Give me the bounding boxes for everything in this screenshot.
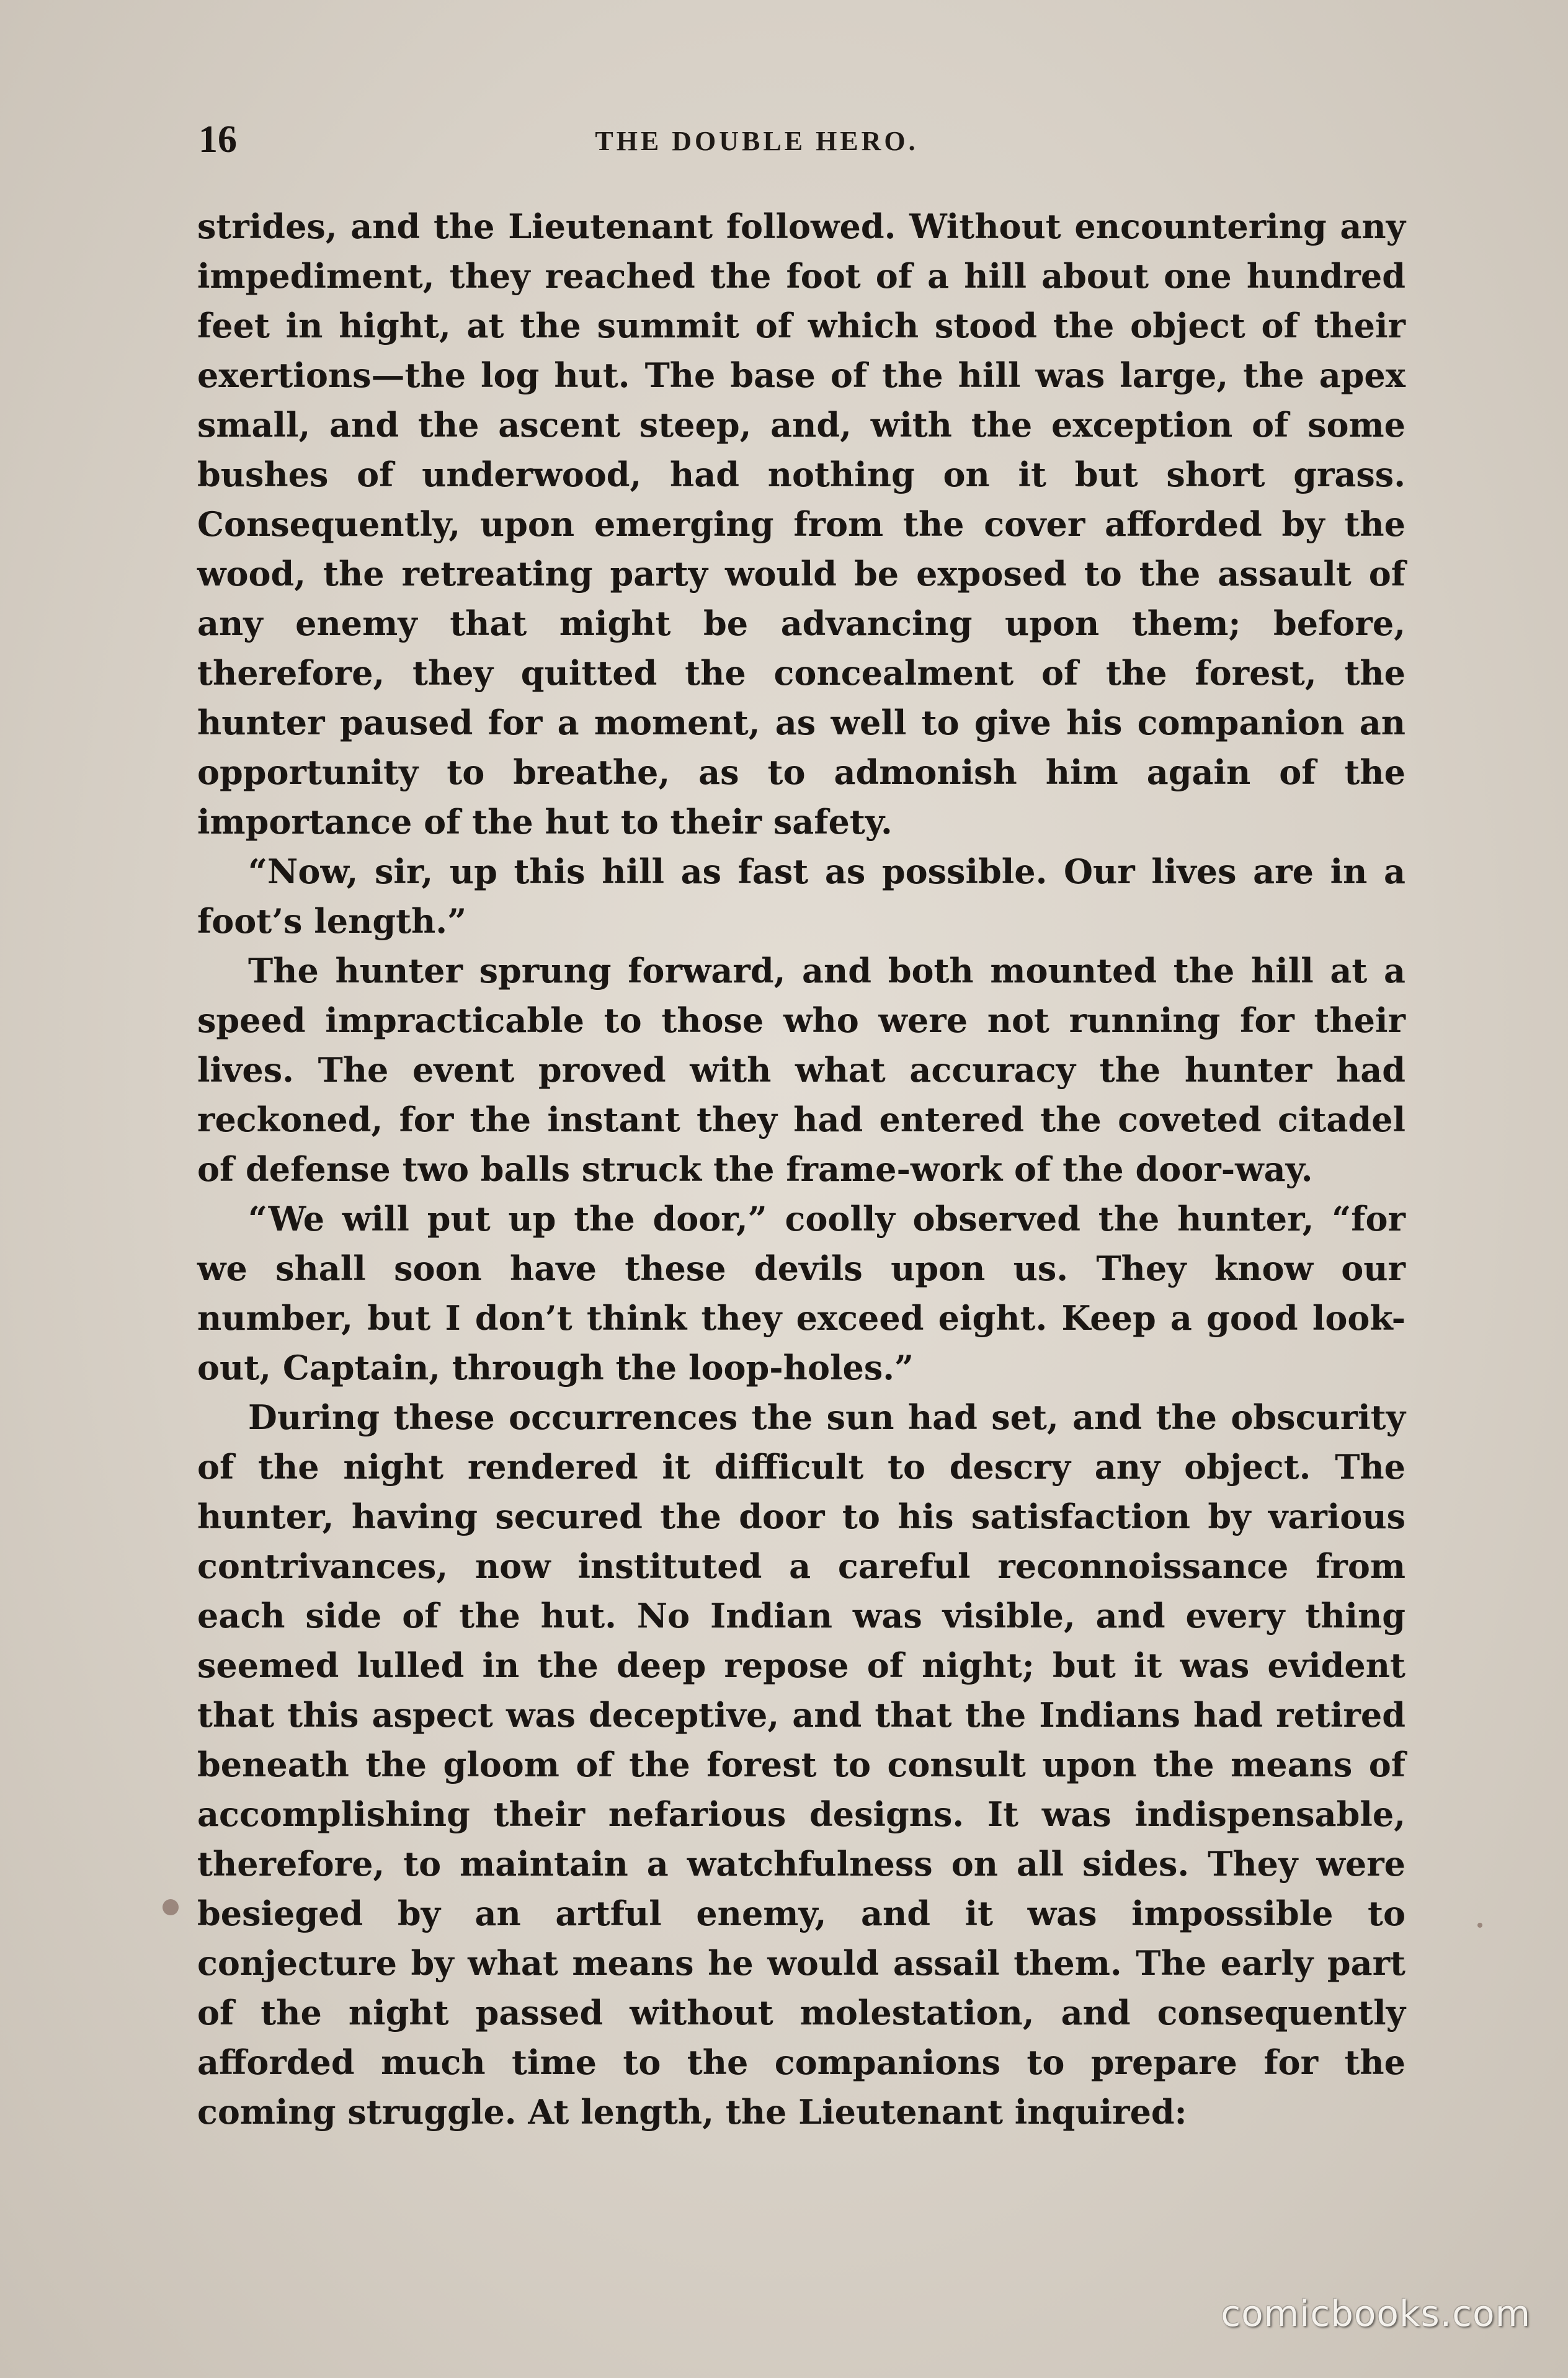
paragraph: strides, and the Lieutenant followed. Without encountering any impediment, they reached the foot of a hill about one hundred feet in hight, at the summit of which stood the object of their exertions—the log hut. The base of the hill was large, the apex small, and the ascent steep, and, with the exception of some bushes of underwood, had nothing on it but short grass. Consequently, upon emerging from the cover afforded by the wood, the retreating party would be exposed to the assault of any enemy that might be advancing upon them; before, therefore, they quitted the concealment of the forest, the hunter paused for a moment, as well to give his companion an opportunity to breathe, as to admonish him again of the importance of the hut to their safety. bbox=[197, 207, 1405, 842]
ink-stain bbox=[1477, 1923, 1482, 1928]
paragraph: The hunter sprung forward, and both mounted the hill at a speed impracticable to those who were not running for their lives. The event proved with what accuracy the hunter had reckoned, for the instant they had entered the coveted citadel of defense two balls struck the frame-work of the door-way. bbox=[197, 951, 1405, 1189]
watermark: comicbooks.com bbox=[1221, 2292, 1531, 2335]
page-number: 16 bbox=[198, 118, 237, 161]
paragraph: During these occurrences the sun had set, and the obscurity of the night rendered it difficult to descry any object. The hunter, having secured the door to his satisfaction by various contrivances, now instituted a careful reconnoissance from each side of the hut. No Indian was visible, and every thing seemed lulled in the deep repose of night; but it was evident that this aspect was deceptive, and that the Indians had retired beneath the gloom of the forest to consult upon the means of accomplishing their nefarious designs. It was indispensable, therefore, to maintain a watchfulness on all sides. They were besieged by an artful enemy, and it was impossible to conjecture by what means he would assail them. The early part of the night passed without molestation, and consequently afforded much time to the companions to prepare for the coming struggle. At length, the Lieutenant inquired: bbox=[197, 1397, 1405, 2132]
running-title: THE DOUBLE HERO. bbox=[595, 126, 919, 156]
paragraph: “We will put up the door,” coolly observed the hunter, “for we shall soon have these devils upon us. They know our number, but I don’t think they exceed eight. Keep a good look-out, Captain, through the loop-holes.” bbox=[197, 1199, 1405, 1387]
paragraph: “Now, sir, up this hill as fast as possible. Our lives are in a foot’s length.” bbox=[197, 852, 1405, 941]
body-text bbox=[197, 202, 1405, 2137]
ink-stain bbox=[163, 1899, 179, 1915]
running-head bbox=[198, 115, 1402, 164]
